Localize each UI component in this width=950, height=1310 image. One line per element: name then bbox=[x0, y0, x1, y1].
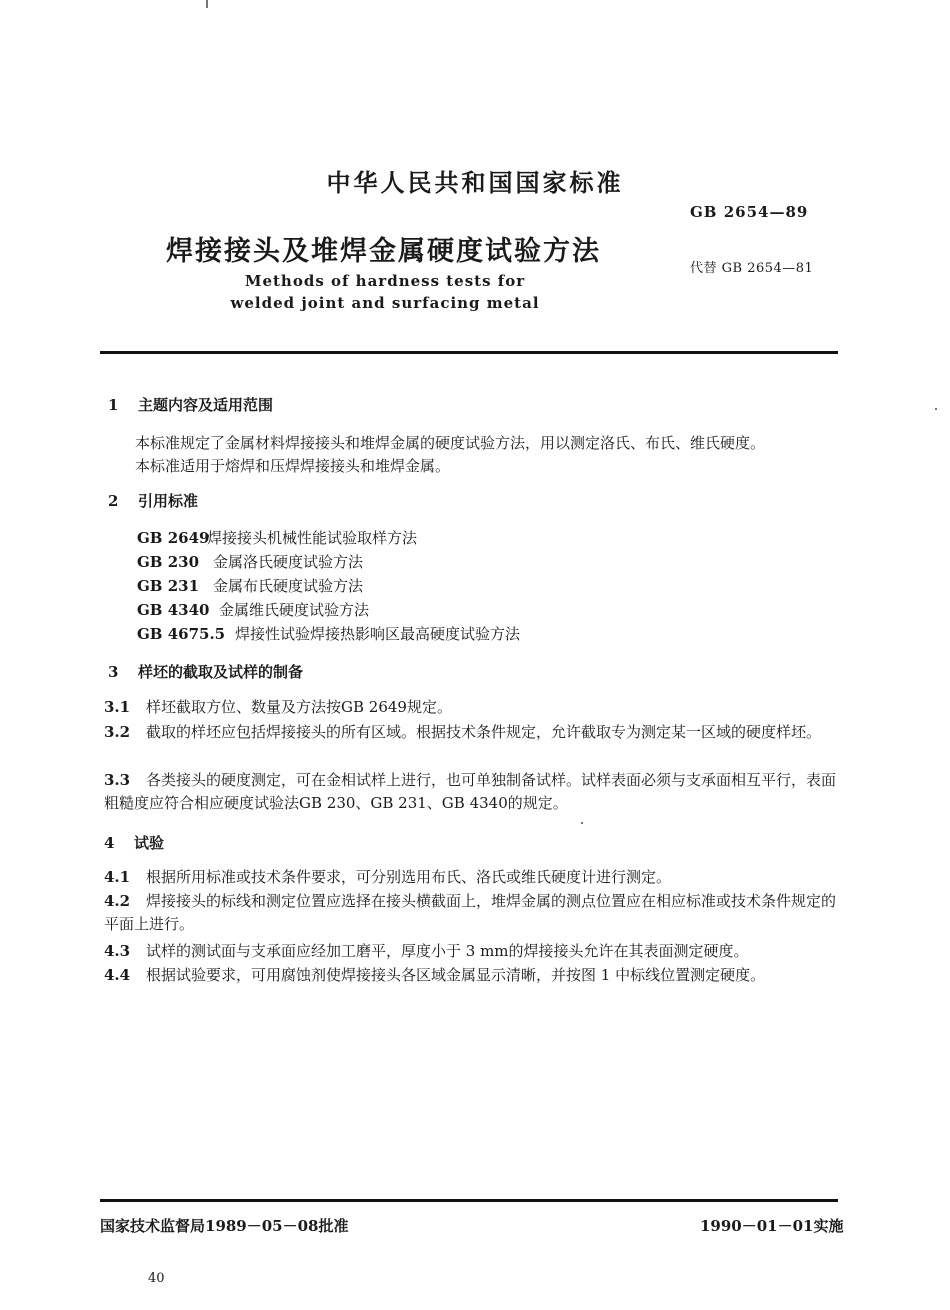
clause-4-2 bbox=[104, 890, 839, 936]
section-title: 引用标准 bbox=[138, 492, 199, 510]
english-title-line-1: Methods of hardness tests for bbox=[244, 272, 526, 290]
section-4-heading bbox=[104, 832, 164, 853]
section-1-paragraph-1: 本标准规定了金属材料焊接接头和堆焊金属的硬度试验方法，用以测定洛氏、布氏、维氏硬度。 bbox=[135, 434, 766, 452]
clause-number: 3.1 bbox=[104, 698, 131, 716]
footer-divider bbox=[100, 1199, 838, 1202]
clause-number: 4.1 bbox=[104, 868, 131, 886]
section-number: 4 bbox=[104, 834, 115, 852]
clause-number: 4.2 bbox=[104, 892, 131, 910]
header-divider bbox=[100, 351, 838, 354]
replaces-standard: 代替 GB 2654—81 bbox=[690, 261, 814, 276]
standard-code: GB 2654—89 bbox=[690, 203, 809, 221]
clause-text: 根据所用标准或技术条件要求，可分别选用布氏、洛氏或维氏硬度计进行测定。 bbox=[146, 868, 672, 886]
section-title: 样坯的截取及试样的制备 bbox=[138, 663, 304, 681]
reference-item bbox=[137, 575, 363, 596]
scan-mark bbox=[935, 408, 937, 410]
section-title: 主题内容及适用范围 bbox=[138, 396, 274, 414]
document-title: 焊接接头及堆焊金属硬度试验方法 bbox=[166, 236, 601, 267]
clause-3-2 bbox=[104, 721, 839, 744]
reference-item bbox=[137, 527, 417, 548]
reference-title: 金属洛氏硬度试验方法 bbox=[213, 553, 364, 571]
reference-title: 金属维氏硬度试验方法 bbox=[219, 601, 370, 619]
approval-date: 国家技术监督局1989－05－08批准 bbox=[100, 1217, 349, 1235]
section-title: 试验 bbox=[134, 834, 165, 852]
effective-date: 1990－01－01实施 bbox=[700, 1217, 844, 1235]
page-number: 40 bbox=[148, 1271, 165, 1286]
clause-4-3 bbox=[104, 940, 749, 961]
scan-mark bbox=[581, 822, 583, 824]
clause-number: 4.3 bbox=[104, 942, 131, 960]
clause-text: 试样的测试面与支承面应经加工磨平，厚度小于 3 mm的焊接接头允许在其表面测定硬度。 bbox=[146, 942, 749, 960]
scan-mark bbox=[206, 0, 208, 8]
section-number: 2 bbox=[108, 492, 119, 510]
reference-title: 金属布氏硬度试验方法 bbox=[213, 577, 364, 595]
reference-title: 焊接接头机械性能试验取样方法 bbox=[207, 529, 418, 547]
national-standard-heading: 中华人民共和国国家标准 bbox=[326, 168, 624, 197]
reference-code: GB 4340 bbox=[137, 601, 210, 619]
reference-code: GB 231 bbox=[137, 577, 200, 595]
clause-text: 焊接接头的标线和测定位置应选择在接头横截面上，堆焊金属的测点位置应在相应标准或技术条件规定的平面上进行。 bbox=[104, 892, 837, 933]
reference-title: 焊接性试验焊接热影响区最高硬度试验方法 bbox=[235, 625, 521, 643]
section-2-heading bbox=[108, 490, 198, 511]
reference-item bbox=[137, 599, 369, 620]
clause-text: 截取的样坯应包括焊接接头的所有区域。根据技术条件规定，允许截取专为测定某一区域的硬度样坯。 bbox=[146, 723, 822, 741]
section-1-heading bbox=[108, 394, 273, 415]
section-1-paragraph-2: 本标准适用于熔焊和压焊焊接接头和堆焊金属。 bbox=[135, 457, 451, 475]
clause-text: 各类接头的硬度测定，可在金相试样上进行，也可单独制备试样。试样表面必须与支承面相互平行，表面粗糙度应符合相应硬度试验法GB 230、GB 231、GB 4340的规定。 bbox=[104, 771, 837, 812]
clause-text: 样坯截取方位、数量及方法按GB 2649规定。 bbox=[146, 698, 452, 716]
clause-text: 根据试验要求，可用腐蚀剂使焊接接头各区域金属显示清晰，并按图 1 中标线位置测定硬度。 bbox=[146, 966, 766, 984]
english-title-line-2: welded joint and surfacing metal bbox=[230, 294, 540, 312]
clause-number: 3.2 bbox=[104, 723, 131, 741]
reference-code: GB 230 bbox=[137, 553, 200, 571]
clause-3-3 bbox=[104, 769, 839, 815]
reference-code: GB 4675.5 bbox=[137, 625, 226, 643]
clause-number: 4.4 bbox=[104, 966, 131, 984]
section-number: 3 bbox=[108, 663, 119, 681]
clause-4-1 bbox=[104, 866, 671, 887]
section-number: 1 bbox=[108, 396, 119, 414]
clause-4-4 bbox=[104, 964, 765, 985]
section-3-heading bbox=[108, 661, 303, 682]
reference-item bbox=[137, 623, 520, 644]
clause-number: 3.3 bbox=[104, 771, 131, 789]
clause-3-1 bbox=[104, 696, 452, 717]
reference-code: GB 2649 bbox=[137, 529, 210, 547]
reference-item bbox=[137, 551, 363, 572]
